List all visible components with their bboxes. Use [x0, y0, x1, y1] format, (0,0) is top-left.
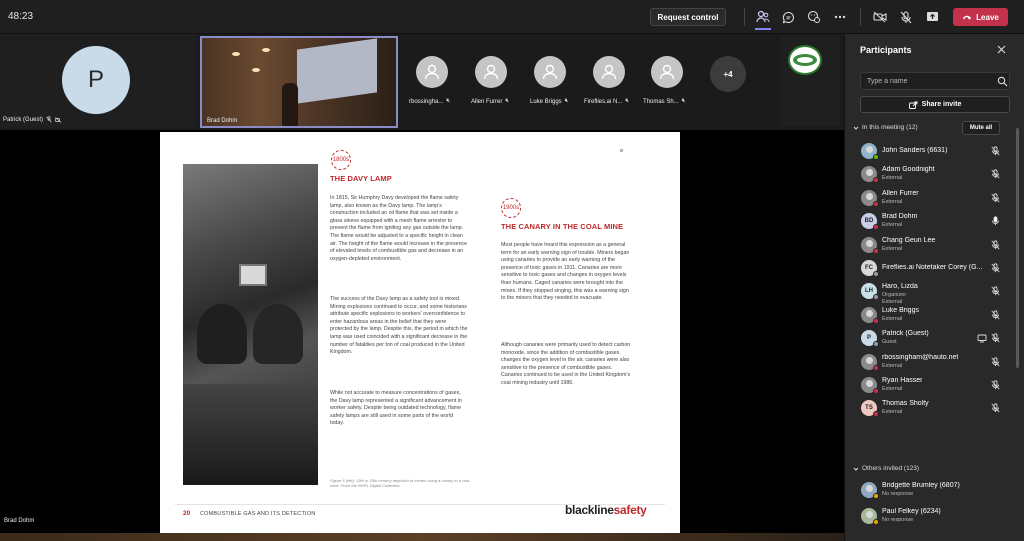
- tile-label: [3, 116, 62, 123]
- presenter-label: Brad Dohm: [4, 518, 35, 524]
- person-icon: [866, 193, 873, 200]
- paragraph: Most people have heard this expression as a general term for an early warning sign of trouble. Miners began using canaries to provide an early warning of the presence of toxic gases in 1911. Canaries are more sensitive to toxic gases and changes in oxygen levels than humans. Caged canaries were brought into the mines. If they stopped singing, this was a warning sign to the miners that they needed to evacuate.: [501, 242, 630, 302]
- presence-badge: [873, 388, 879, 394]
- organization-logo: [788, 45, 822, 75]
- participant-row[interactable]: [845, 187, 1017, 210]
- participant-row[interactable]: [845, 140, 1017, 163]
- participant-name: Brad Dohm: [207, 118, 238, 124]
- participant-row[interactable]: [845, 397, 1017, 420]
- toolbar-divider: [744, 8, 745, 26]
- others-invited-list: [845, 479, 1017, 531]
- canary-cage: [239, 264, 267, 286]
- mic-off-icon: 🔇︎: [681, 98, 686, 104]
- participant-avatar[interactable]: [651, 56, 683, 88]
- mic-off-icon[interactable]: [991, 240, 1000, 250]
- person-icon: [866, 380, 873, 387]
- presence-badge: [873, 341, 879, 347]
- paragraph: While not accurate to measure concentrations of gases, the Davy lamp represented a significant advancement in worker safety. Despite being outdated technology, flame safety lamps are still used in some parts of the world today.: [330, 390, 462, 427]
- paragraph: The success of the Davy lamp as a safety tool is mixed. Mining explosions continued to occur, and some historians attribute specific explosions to workers' overconfidence to enter hazardous areas in the belief that they were protected by the lamp. Despite this, the period in which the lamp was used coincided with a significant decrease in the number of fatalities per ton of coal produced in the United Kingdom.: [330, 296, 468, 356]
- participant-name: Brad Dohm: [882, 213, 918, 221]
- participant-row[interactable]: [845, 280, 1017, 303]
- person-icon: [866, 357, 873, 364]
- meeting-toolbar: [0, 0, 1024, 34]
- participant-avatar[interactable]: [416, 56, 448, 88]
- participant-row[interactable]: [845, 374, 1017, 397]
- participant-role: External: [882, 409, 903, 416]
- presence-badge: [873, 318, 879, 324]
- response-status: No response: [882, 517, 914, 523]
- person-icon: [540, 62, 560, 82]
- search-box: [860, 72, 1010, 90]
- person-icon: [866, 240, 873, 247]
- screen-share-icon: [977, 333, 987, 343]
- participants-panel: [844, 34, 1024, 541]
- brand-name-part: blackline: [565, 503, 614, 517]
- in-meeting-list: [845, 140, 1017, 421]
- tile-label: [207, 118, 237, 124]
- footer-title: COMBUSTIBLE GAS AND ITS DETECTION: [200, 511, 316, 517]
- search-input[interactable]: [867, 76, 987, 87]
- person-icon: [599, 62, 619, 82]
- participant-role: Organizer External: [882, 292, 907, 305]
- participant-name: Paul Felkey (6234): [882, 508, 941, 515]
- invited-row[interactable]: [845, 505, 1017, 531]
- chat-icon[interactable]: [780, 9, 796, 25]
- person-icon: [866, 146, 873, 153]
- avatar: P: [861, 330, 877, 346]
- invited-row[interactable]: [845, 479, 1017, 505]
- chevron-down-icon: [853, 466, 859, 472]
- avatar: P: [62, 46, 130, 114]
- panel-title: Participants: [860, 45, 912, 55]
- participant-row[interactable]: [845, 304, 1017, 327]
- participant-name: Thomas Sholty: [882, 400, 929, 408]
- leave-button[interactable]: [953, 8, 1008, 26]
- participant-name: Allen Furrer: [882, 189, 919, 197]
- participant-name: rbossingham@hauto.net: [882, 353, 959, 361]
- others-invited-section-header[interactable]: [853, 465, 919, 472]
- mic-off-icon: 🔇︎: [564, 98, 569, 104]
- participant-name: John Sanders (6631): [882, 147, 948, 154]
- participant-name: Ryan Hasser: [882, 376, 923, 384]
- phone-icon: [962, 14, 972, 20]
- miner-figure: [197, 304, 247, 364]
- presence-badge: [873, 271, 879, 277]
- camera-off-icon[interactable]: [872, 9, 888, 25]
- tile-label: [471, 98, 509, 105]
- participant-row[interactable]: [845, 327, 1017, 350]
- share-invite-label: Share invite: [921, 101, 962, 108]
- close-icon[interactable]: [995, 43, 1007, 55]
- participant-row[interactable]: [845, 257, 1017, 280]
- search-icon[interactable]: [997, 76, 1008, 87]
- mic-off-icon: 🔇︎: [625, 98, 630, 104]
- avatar: BD: [861, 213, 877, 229]
- section-label: Others invited (123): [862, 465, 920, 472]
- person-icon: [866, 511, 873, 518]
- video-strip-bottom: [0, 533, 844, 541]
- participant-name: Thomas Sh...: [643, 98, 679, 105]
- participant-role: External: [882, 175, 903, 182]
- person-icon: [866, 169, 873, 176]
- participant-tile-patrick[interactable]: [0, 34, 196, 128]
- rock-floor: [183, 384, 318, 485]
- participant-role: External: [882, 198, 903, 205]
- presence-badge: [873, 154, 879, 160]
- section-title-canary: THE CANARY IN THE COAL MINE: [501, 222, 624, 231]
- share-invite-button[interactable]: [860, 96, 1010, 113]
- mic-off-icon[interactable]: [991, 380, 1000, 390]
- participant-name: Bridgette Brumley (6807): [882, 482, 960, 489]
- person-icon: [866, 310, 873, 317]
- tile-label: [643, 98, 685, 105]
- participant-name: Haro, Lizda: [882, 283, 918, 291]
- paragraph: In 1815, Sir Humphry Davy developed the flame safety lamp, also known as the Davy lamp. The lamp's construction included an oil flame that was set inside a glass sleeve equipped with a mesh flame arrestor to prevent the flame from igniting any gas outside the lamp. The flame would be adjusted to a specific height in clean air. The height of the flame would increase in the presence of elevated levels of combustible gas and decrease in an oxygen-depleted environment.: [330, 195, 468, 262]
- avatar: TS: [861, 400, 877, 416]
- presenter-figure: [282, 83, 298, 128]
- miners-canary-photo: [183, 164, 318, 485]
- mic-off-icon: 🔇︎: [505, 98, 510, 104]
- brand-logo: [565, 503, 647, 517]
- person-icon: [481, 62, 501, 82]
- section-title-davy-lamp: THE DAVY LAMP: [330, 174, 392, 183]
- video-gallery: [0, 34, 844, 130]
- in-meeting-section-header[interactable]: [853, 124, 918, 131]
- active-tab-indicator: [755, 28, 771, 30]
- participant-tile-brad-video[interactable]: [200, 36, 398, 128]
- toolbar-divider: [860, 8, 861, 26]
- presence-badge: [873, 248, 879, 254]
- mic-off-icon[interactable]: [991, 193, 1000, 203]
- presence-badge: [873, 177, 879, 183]
- miner-figure: [253, 304, 303, 364]
- avatar: FC: [861, 260, 877, 276]
- era-badge-1900s: 1900s: [501, 198, 521, 218]
- mic-off-icon[interactable]: [991, 357, 1000, 367]
- mic-off-icon[interactable]: [991, 169, 1000, 179]
- participant-name: Adam Goodnight: [882, 166, 935, 174]
- shared-document-page: [160, 132, 680, 533]
- leave-label: Leave: [976, 12, 999, 22]
- mic-off-icon[interactable]: [898, 9, 914, 25]
- participant-row[interactable]: [845, 163, 1017, 186]
- mic-off-icon: 🔇︎: [446, 98, 451, 104]
- presence-badge: [873, 493, 879, 499]
- presence-badge: [873, 411, 879, 417]
- participant-name: Luke Briggs: [882, 306, 919, 314]
- participant-row[interactable]: [845, 234, 1017, 257]
- participant-name: Luke Briggs: [530, 98, 562, 105]
- tile-label: [409, 98, 450, 105]
- participant-role: External: [882, 385, 903, 392]
- response-status: No response: [882, 491, 914, 497]
- request-control-button[interactable]: Request control: [650, 8, 726, 26]
- participant-role: External: [882, 245, 903, 252]
- mic-off-icon[interactable]: [991, 146, 1000, 156]
- participant-avatar[interactable]: [534, 56, 566, 88]
- chevron-down-icon: [853, 125, 859, 131]
- people-icon[interactable]: [755, 9, 771, 25]
- person-icon: [657, 62, 677, 82]
- person-icon: [422, 62, 442, 82]
- paragraph: Although canaries were primarily used to detect carbon monoxide, since the addition of combustible gases changes the oxygen level in the air, canaries were also sensitive to the presence of combustible gases. Canaries continued to be used in the United Kingdom's coal mining industry until 1986.: [501, 342, 631, 386]
- participant-avatar[interactable]: [475, 56, 507, 88]
- meeting-timer: 48:23: [8, 11, 34, 22]
- ceiling-light: [232, 52, 240, 56]
- participant-name: Allen Furrer: [471, 98, 503, 105]
- mic-off-icon[interactable]: [991, 286, 1000, 296]
- section-label: In this meeting (12): [862, 124, 918, 131]
- era-badge-1800s: 1800s: [331, 150, 351, 170]
- more-participants-button[interactable]: +4: [710, 56, 746, 92]
- participant-role: External: [882, 362, 903, 369]
- mic-off-icon[interactable]: [991, 310, 1000, 320]
- share-icon[interactable]: [924, 9, 940, 25]
- reactions-icon[interactable]: [806, 9, 822, 25]
- participant-row[interactable]: [845, 210, 1017, 233]
- participant-tile-logo[interactable]: [780, 36, 840, 126]
- mic-off-icon[interactable]: [991, 263, 1000, 273]
- presence-badge: [873, 294, 879, 300]
- projector-screen: [297, 38, 377, 103]
- shared-screen-stage: [0, 130, 844, 541]
- mic-off-icon[interactable]: [991, 333, 1000, 343]
- more-icon[interactable]: [832, 9, 848, 25]
- participant-role: External: [882, 315, 903, 322]
- participant-row[interactable]: [845, 351, 1017, 374]
- share-icon: [909, 101, 918, 109]
- participant-role: Guest: [882, 339, 897, 346]
- figure-caption: Figure 5 (left): 19th or 20th century depiction of miners using a canary in a coal mine. From the NHPL Digital Collection.: [330, 478, 470, 488]
- tile-label: [584, 98, 629, 105]
- avatar: LH: [861, 283, 877, 299]
- presence-badge: [873, 201, 879, 207]
- camera-off-icon: [55, 117, 62, 123]
- participant-name: Chang Geun Lee: [882, 236, 936, 244]
- presence-badge: [873, 519, 879, 525]
- participant-name: Patrick (Guest): [3, 116, 44, 123]
- mic-icon[interactable]: [991, 216, 1000, 226]
- tile-label: [530, 98, 568, 105]
- participant-role: External: [882, 222, 903, 229]
- ceiling-light: [262, 48, 270, 52]
- mic-off-icon[interactable]: [991, 403, 1000, 413]
- mic-off-icon: [46, 116, 52, 123]
- page-marker: [620, 149, 623, 152]
- presence-badge: [873, 365, 879, 371]
- participant-name: Fireflies.ai Notetaker Corey (G...: [882, 263, 983, 271]
- presence-badge: [873, 224, 879, 230]
- page-number: 20: [183, 510, 191, 517]
- participant-name: rbossingha...: [409, 98, 444, 105]
- mute-all-button[interactable]: Mute all: [962, 121, 1000, 135]
- person-icon: [866, 485, 873, 492]
- participant-name: Fireflies.ai N...: [584, 98, 623, 105]
- participant-avatar[interactable]: [593, 56, 625, 88]
- brand-name-part: safety: [613, 503, 647, 517]
- participant-name: Patrick (Guest): [882, 330, 929, 338]
- ceiling-light: [252, 68, 260, 72]
